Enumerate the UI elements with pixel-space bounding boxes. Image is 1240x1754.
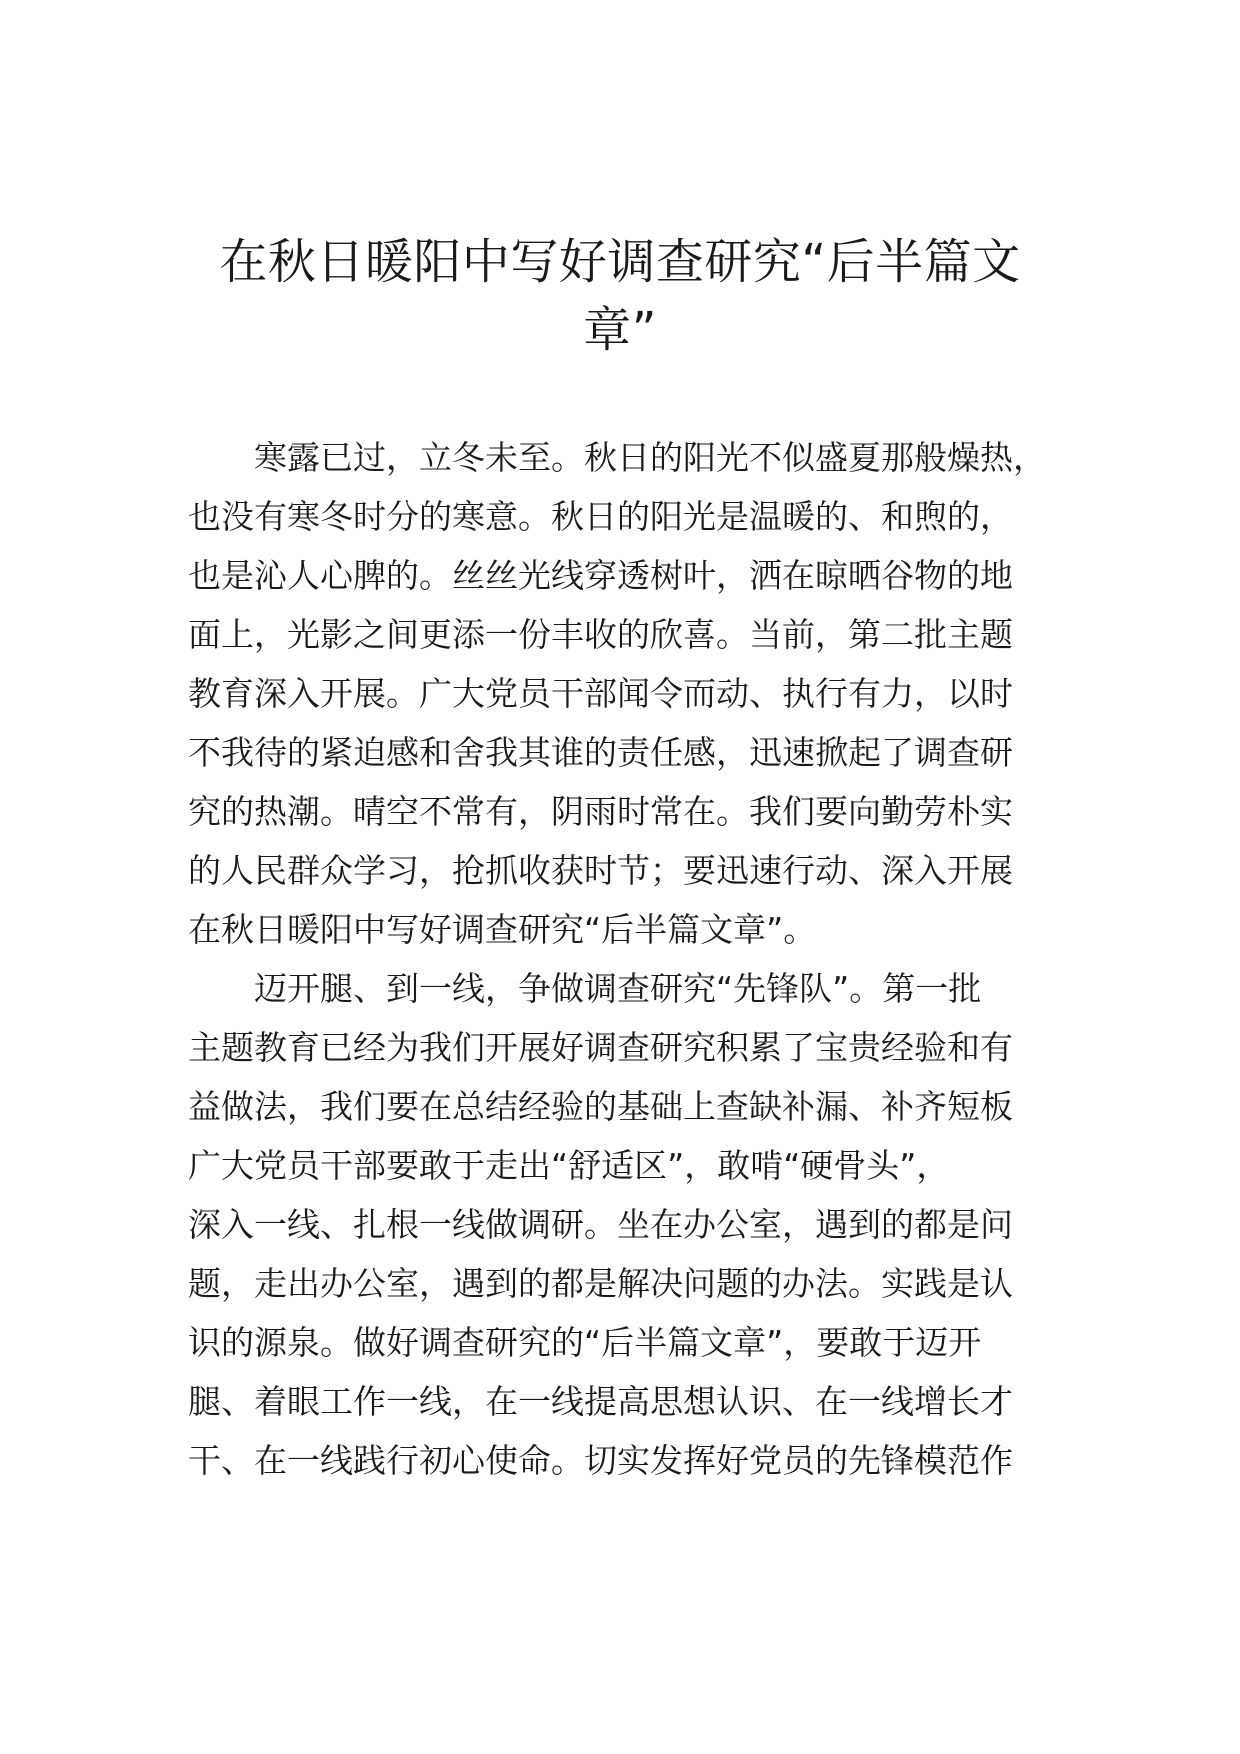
paragraph-1-line-7: 究的热潮。晴空不常有，阴雨时常在。我们要向勤劳朴实: [188, 792, 1013, 831]
paragraph-1-line-3: 也是沁人心脾的。丝丝光线穿透树叶，洒在晾晒谷物的地: [188, 556, 1013, 595]
paragraph-1-line-5: 教育深入开展。广大党员干部闻令而动、执行有力，以时: [188, 674, 1013, 713]
paragraph-2-line-6: 题，走出办公室，遇到的都是解决问题的办法。实践是认: [188, 1264, 1013, 1303]
paragraph-1-line-9: 在秋日暖阳中写好调查研究“后半篇文章”。: [188, 910, 817, 949]
paragraph-2-line-4: 广大党员干部要敢于走出“舒适区”，敢啃“硬骨头”，: [188, 1146, 950, 1185]
title-line-1: 在秋日暖阳中写好调查研究“后半篇文: [219, 234, 1021, 290]
paragraph-2-line-2: 主题教育已经为我们开展好调查研究积累了宝贵经验和有: [188, 1028, 1013, 1067]
paragraph-1-line-1: 寒露已过，立冬未至。秋日的阳光不似盛夏那般燥热，: [254, 438, 1046, 477]
paragraph-2-line-1: 迈开腿、到一线，争做调查研究“先锋队”。第一批: [254, 969, 982, 1008]
paragraph-1-line-4: 面上，光影之间更添一份丰收的欣喜。当前，第二批主题: [188, 615, 1013, 654]
paragraph-2-line-3: 益做法，我们要在总结经验的基础上查缺补漏、补齐短板: [188, 1087, 1013, 1126]
paragraph-2-line-9: 干、在一线践行初心使命。切实发挥好党员的先锋模范作: [188, 1441, 1013, 1480]
paragraph-2-line-8: 腿、着眼工作一线，在一线提高思想认识、在一线增长才: [188, 1382, 1013, 1421]
paragraph-1-line-2: 也没有寒冬时分的寒意。秋日的阳光是温暖的、和煦的，: [188, 497, 1013, 536]
paragraph-1-line-6: 不我待的紧迫感和舍我其谁的责任感，迅速掀起了调查研: [188, 733, 1013, 772]
paragraph-2-line-7: 识的源泉。做好调查研究的“后半篇文章”，要敢于迈开: [188, 1323, 982, 1362]
paragraph-2-line-5: 深入一线、扎根一线做调研。坐在办公室，遇到的都是问: [188, 1205, 1013, 1244]
paragraph-1-line-8: 的人民群众学习，抢抓收获时节；要迅速行动、深入开展: [188, 851, 1013, 890]
document-title: [150, 228, 1090, 364]
title-line-2: 章”: [583, 302, 657, 358]
